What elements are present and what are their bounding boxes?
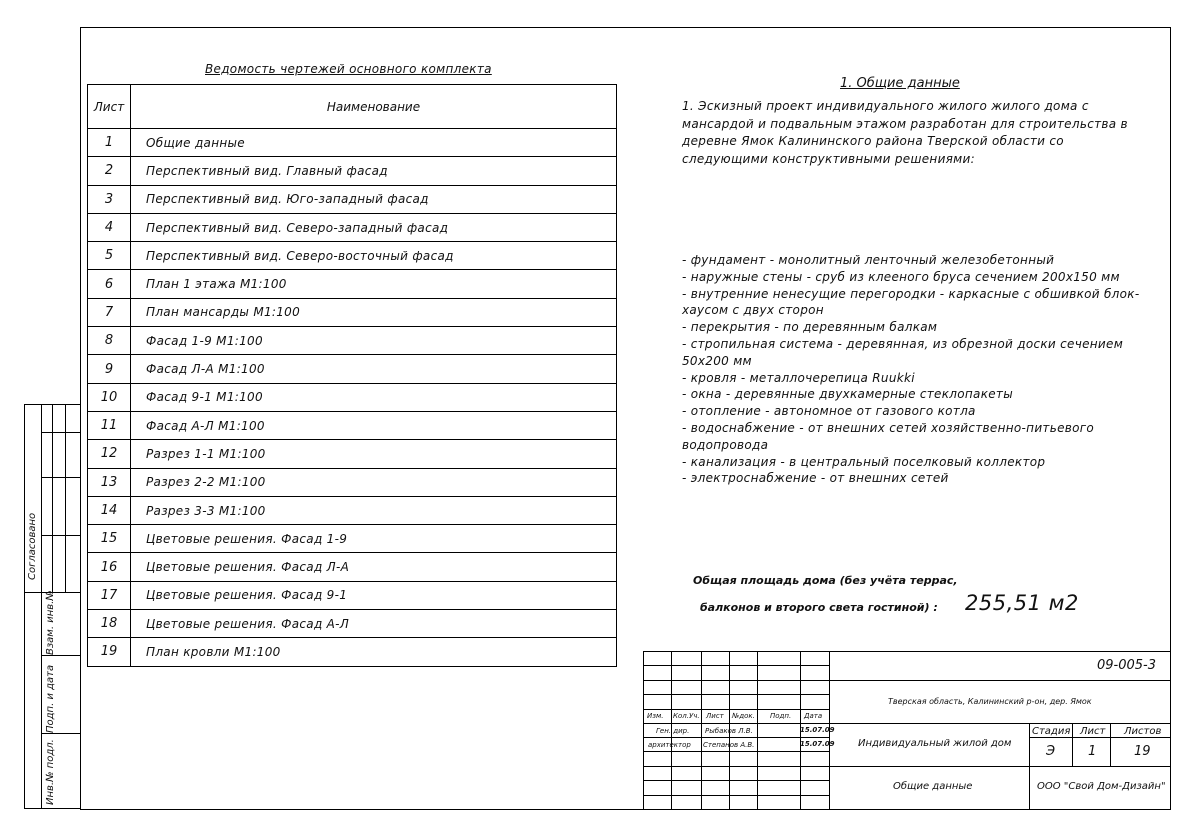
table-row [88, 525, 617, 553]
sheet-name: План мансарды М1:100 [131, 298, 617, 326]
sheet-number: 2 [88, 157, 131, 185]
sheet-name: Цветовые решения. Фасад Л-А [131, 553, 617, 581]
sheet-number: 11 [88, 411, 131, 439]
side-stamp-divider [41, 432, 80, 433]
sheet-number: 10 [88, 383, 131, 411]
sheet-number: 18 [88, 610, 131, 638]
table-row [88, 213, 617, 241]
sheet-name: Фасад 9-1 М1:100 [131, 383, 617, 411]
sheet-name: Цветовые решения. Фасад 1-9 [131, 525, 617, 553]
table-row [88, 157, 617, 185]
spec-item: - кровля - металлочерепица Ruukki [682, 370, 915, 385]
col-header-sign: Подп. [770, 712, 792, 720]
sheet-number: 7 [88, 298, 131, 326]
spec-item: - стропильная система - деревянная, из обрезной доски сечением 50х200 мм [682, 336, 1124, 368]
table-row [88, 185, 617, 213]
sheet-number: 15 [88, 525, 131, 553]
sheet-number: 14 [88, 496, 131, 524]
sheet-name: Перспективный вид. Юго-западный фасад [131, 185, 617, 213]
spec-item: - окна - деревянные двухкамерные стеклопакеты [682, 387, 1013, 402]
spec-item: - канализация - в центральный поселковый коллектор [682, 454, 1046, 469]
sheet-name: Фасад А-Л М1:100 [131, 411, 617, 439]
stage-label: Стадия [1032, 726, 1071, 737]
table-row [88, 610, 617, 638]
sheet-number: 16 [88, 553, 131, 581]
table-row [88, 355, 617, 383]
general-data-heading: 1. Общие данные [840, 76, 960, 91]
area-caption-line1: Общая площадь дома (без учёта террас, [693, 574, 958, 587]
sheet-number: 9 [88, 355, 131, 383]
col-header-change: Изм. [647, 712, 664, 720]
side-stamp-divider [24, 404, 80, 405]
inv-replaced-label: Взам. инв.№ [45, 590, 56, 655]
grid-line [643, 665, 829, 666]
sheet-number: 1 [88, 129, 131, 157]
side-stamp-divider [41, 477, 80, 478]
table-row [88, 496, 617, 524]
project-code: 09-005-3 [1097, 658, 1157, 673]
sheet-title: Общие данные [893, 781, 973, 792]
object-name: Индивидуальный жилой дом [858, 738, 1012, 749]
grid-line [829, 766, 1171, 767]
grid-line [757, 651, 758, 810]
sheet-name: Перспективный вид. Главный фасад [131, 157, 617, 185]
sheet-number: 4 [88, 213, 131, 241]
grid-line [701, 651, 702, 810]
grid-line [829, 680, 1171, 681]
grid-line [1029, 737, 1171, 738]
col-header-docnum: №док. [732, 712, 755, 720]
sheet-name: Перспективный вид. Северо-восточный фасад [131, 242, 617, 270]
col-header-sheet: Лист [706, 712, 724, 720]
sheet-number: 3 [88, 185, 131, 213]
sheet-name: Общие данные [131, 129, 617, 157]
sheet-name: Цветовые решения. Фасад 9-1 [131, 581, 617, 609]
agreed-label: Согласовано [27, 512, 38, 580]
table-row [88, 270, 617, 298]
table-row [88, 298, 617, 326]
sheets-value: 19 [1134, 744, 1151, 759]
role-gen-dir: Ген. дир. [656, 727, 690, 735]
grid-line [643, 694, 829, 695]
spec-item: - внутренние ненесущие перегородки - каркасные с обшивкой блок-хаусом с двух сторон [682, 286, 1140, 318]
side-stamp-divider [41, 733, 80, 734]
date-architect: 15.07.09 [800, 740, 835, 748]
col-header-count: Кол.Уч. [673, 712, 700, 720]
sheet-number: 19 [88, 638, 131, 666]
sheets-label: Листов [1124, 726, 1162, 737]
stage-value: Э [1046, 744, 1056, 759]
drawing-list-title: Ведомость чертежей основного комплекта [205, 62, 492, 76]
side-stamp-divider [24, 808, 80, 809]
sign-date-label: Подп. и дата [45, 664, 56, 733]
area-value: 255,51 м2 [965, 591, 1079, 615]
spec-item: - фундамент - монолитный ленточный железобетонный [682, 253, 1055, 267]
grid-line [643, 795, 829, 796]
side-stamp-divider [41, 655, 80, 656]
grid-line [643, 737, 829, 738]
sheet-column-header: Лист [88, 85, 131, 129]
sheet-name: Фасад 1-9 М1:100 [131, 327, 617, 355]
sheet-name: Разрез 2-2 М1:100 [131, 468, 617, 496]
sheet-name: План кровли М1:100 [131, 638, 617, 666]
side-stamp-divider [41, 404, 42, 809]
table-row [88, 440, 617, 468]
name-column-header: Наименование [131, 85, 617, 129]
grid-line [643, 766, 829, 767]
sheet-number: 6 [88, 270, 131, 298]
sheet-number: 17 [88, 581, 131, 609]
company-name: ООО "Свой Дом-Дизайн" [1037, 781, 1166, 792]
construction-specs [682, 252, 1152, 487]
sheet-value: 1 [1088, 744, 1097, 759]
drawing-list-table [87, 84, 617, 667]
area-caption-line2: балконов и второго света гостиной) : [700, 601, 938, 614]
grid-line [643, 723, 829, 724]
side-stamp-border [24, 404, 25, 809]
table-row [88, 242, 617, 270]
table-row [88, 411, 617, 439]
grid-line [1072, 723, 1073, 766]
spec-item: - электроснабжение - от внешних сетей [682, 471, 949, 486]
spec-item: - отопление - автономное от газового котла [682, 404, 976, 419]
table-row [88, 129, 617, 157]
spec-item: - перекрытия - по деревянным балкам [682, 320, 938, 335]
sheet-label: Лист [1080, 726, 1106, 737]
grid-line [643, 751, 829, 752]
sheet-number: 8 [88, 327, 131, 355]
spec-item: - водоснабжение - от внешних сетей хозяйственно-питьевого водопровода [682, 420, 1095, 452]
spec-item: - наружные стены - сруб из клееного бруса сечением 200х150 мм [682, 269, 1120, 284]
sheet-number: 13 [88, 468, 131, 496]
sheet-name: Цветовые решения. Фасад А-Л [131, 610, 617, 638]
general-data-paragraph: 1. Эскизный проект индивидуального жилого жилого дома с мансардой и подвальным этажом разработан для строительства в деревне Ямок Калининского района Тверской области со следующими конструктивными решениями: [682, 99, 1128, 166]
title-block-border [643, 651, 644, 810]
table-row [88, 581, 617, 609]
table-row [88, 383, 617, 411]
sheet-number: 5 [88, 242, 131, 270]
table-row [88, 553, 617, 581]
col-header-date: Дата [804, 712, 823, 720]
name-architect: Степанов А.В. [703, 741, 755, 749]
date-gen-dir: 15.07.09 [800, 726, 835, 734]
table-row [88, 468, 617, 496]
grid-line [643, 680, 829, 681]
project-location: Тверская область, Калининский р-он, дер. Ямок [888, 697, 1092, 706]
grid-line [829, 723, 1171, 724]
table-row [88, 638, 617, 666]
grid-line [1029, 723, 1030, 810]
sheet-number: 12 [88, 440, 131, 468]
grid-line [1110, 723, 1111, 766]
side-stamp-divider [41, 535, 80, 536]
inv-original-label: Инв.№ подл. [45, 739, 56, 805]
sheet-name: Разрез 3-3 М1:100 [131, 496, 617, 524]
grid-line [643, 780, 829, 781]
table-row [88, 327, 617, 355]
sheet-name: Фасад Л-А М1:100 [131, 355, 617, 383]
name-gen-dir: Рыбаков Л.В. [705, 727, 753, 735]
sheet-name: Разрез 1-1 М1:100 [131, 440, 617, 468]
role-architect: архитектор [648, 741, 691, 749]
sheet-name: План 1 этажа М1:100 [131, 270, 617, 298]
grid-line [643, 709, 829, 710]
title-block-border [643, 651, 1171, 652]
sheet-name: Перспективный вид. Северо-западный фасад [131, 213, 617, 241]
